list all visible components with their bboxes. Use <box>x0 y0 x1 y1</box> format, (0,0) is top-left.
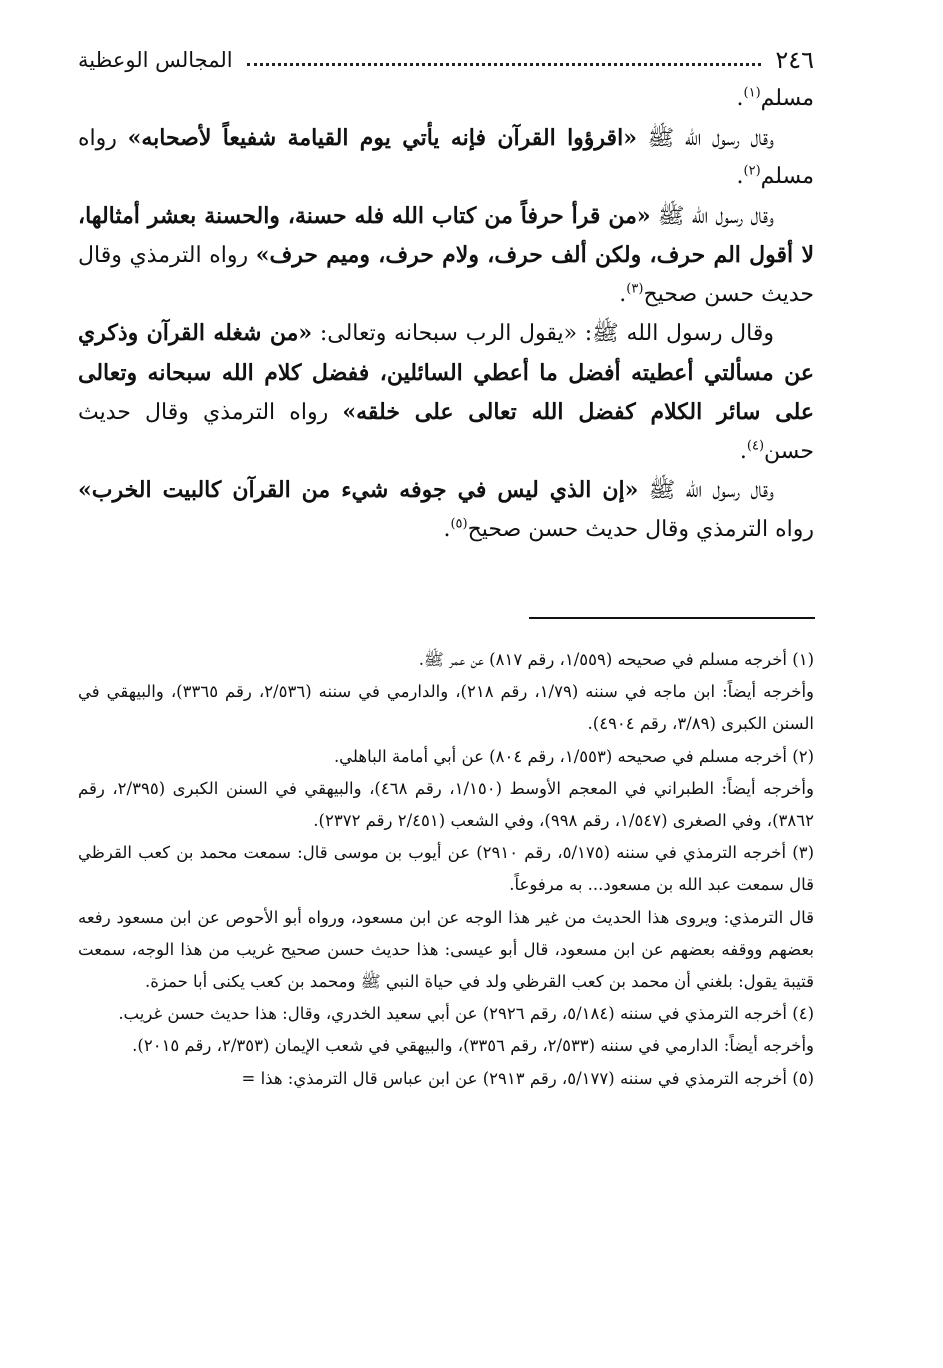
main-text <box>78 80 814 549</box>
text-run: وقال رسول الله ﷺ: «يقول الرب سبحانه وتعالى: <box>312 321 774 346</box>
text-run: مسلم <box>760 86 814 111</box>
page-number: ٢٤٦ <box>775 46 814 74</box>
footnote: قال الترمذي: ويروى هذا الحديث من غير هذا الوجه عن ابن مسعود، ورواه أبو الأحوص عن ابن مسعود رفعه بعضهم ووقفه بعضهم عن ابن مسعود، قال أبو عيسى: هذا حديث حسن صحيح غريب من هذا الوجه، سمعت قتيبة يقول: بلغني أن محمد بن كعب القرظي ولد في حياة النبي ﷺ ومحمد بن كعب يكنى أبا حمزة. <box>78 907 814 992</box>
footnote-ref: (٤) <box>746 438 765 454</box>
footnote: وأخرجه أيضاً: الدارمي في سننه (٢/٥٣٣، رقم ٣٣٥٦)، والبيهقي في شعب الإيمان (٢/٣٥٣، رقم ٢٠١٥). <box>132 1036 814 1056</box>
text-run: . <box>443 516 451 542</box>
text-run: . <box>619 281 627 307</box>
text-run: وقال رسول الله ﷺ <box>638 478 774 503</box>
footnote-separator <box>529 617 815 619</box>
hadith-text: «من قرأ حرفاً من كتاب الله فله حسنة، والحسنة بعشر أمثالها، لا أقول الم حرف، ولكن ألف حرف، ولام حرف، وميم حرف» <box>78 202 814 268</box>
text-run: وقال رسول الله ﷺ <box>650 203 774 229</box>
hadith-text: «إن الذي ليس في جوفه شيء من القرآن كالبيت الخرب» <box>78 477 639 503</box>
paragraph-hadith-2 <box>78 197 814 315</box>
paragraph-hadith-1 <box>78 119 814 197</box>
running-title: المجالس الوعظية <box>78 48 233 72</box>
footnote-ref: (٥) <box>450 516 468 532</box>
paragraph-continuation <box>78 80 814 119</box>
hadith-text: «من شغله القرآن وذكري عن مسألتي أعطيته أفضل ما أعطي السائلين، ففضل كلام الله سبحانه وتعالى على سائر الكلام كفضل الله تعالى على خلقه» <box>78 320 814 425</box>
footnote: وأخرجه أيضاً: الطبراني في المعجم الأوسط (١/١٥٠، رقم ٤٦٨)، والبيهقي في السنن الكبرى (٢/٣٩٥، رقم ٣٨٦٢)، وفي الصغرى (١/٥٤٧، رقم ٩٩٨)، وفي الشعب (٢/٤٥١ رقم ٢٣٧٢). <box>78 778 814 831</box>
text-run: وقال رسول الله ﷺ <box>636 125 774 151</box>
text-run: . <box>736 86 744 111</box>
text-run: . <box>739 438 747 464</box>
footnote: (٢) أخرجه مسلم في صحيحه (١/٥٥٣، رقم ٨٠٤) عن أبي أمامة الباهلي. <box>333 746 814 766</box>
header-dotted-leader <box>247 63 762 66</box>
footnote: (٣) أخرجه الترمذي في سننه (٥/١٧٥، رقم ٢٩١٠) عن أيوب بن موسى قال: سمعت محمد بن كعب القرظي قال سمعت عبد الله بن مسعود... به مرفوعاً. <box>78 843 815 895</box>
text-run: . <box>736 164 744 189</box>
text-run: رواه الترمذي وقال حديث حسن صحيح <box>467 516 814 542</box>
footnote-ref: (٢) <box>743 163 761 179</box>
paragraph-hadith-3 <box>78 314 814 471</box>
footnotes <box>78 644 814 1095</box>
page-header <box>78 40 814 80</box>
footnote: (١) أخرجه مسلم في صحيحه (١/٥٥٩، رقم ٨١٧) عن عمر ﷺ. <box>418 650 814 669</box>
footnote-ref: (٣) <box>626 281 644 297</box>
text-run: رواه الترمذي وقال حديث حسن صحيح <box>78 243 814 307</box>
paragraph-hadith-4 <box>78 471 814 549</box>
footnote: (٤) أخرجه الترمذي في سننه (٥/١٨٤، رقم ٢٩٢٦) عن أبي سعيد الخدري، وقال: هذا حديث حسن غريب. <box>118 1004 814 1024</box>
footnote: (٥) أخرجه الترمذي في سننه (٥/١٧٧، رقم ٢٩١٣) عن ابن عباس قال الترمذي: هذا = <box>241 1068 814 1088</box>
footnote-ref: (١) <box>743 85 761 101</box>
footnote: وأخرجه أيضاً: ابن ماجه في سننه (١/٧٩، رقم ٢١٨)، والدارمي في سننه (٢/٥٣٦، رقم ٣٣٦٥)، والبيهقي في السنن الكبرى (٣/٨٩، رقم ٤٩٠٤). <box>78 682 815 734</box>
text-run: رواه الترمذي وقال حديث حسن <box>78 400 814 464</box>
text-run: رواه مسلم <box>78 125 814 189</box>
hadith-text: «اقرؤوا القرآن فإنه يأتي يوم القيامة شفيعاً لأصحابه» <box>127 124 637 151</box>
